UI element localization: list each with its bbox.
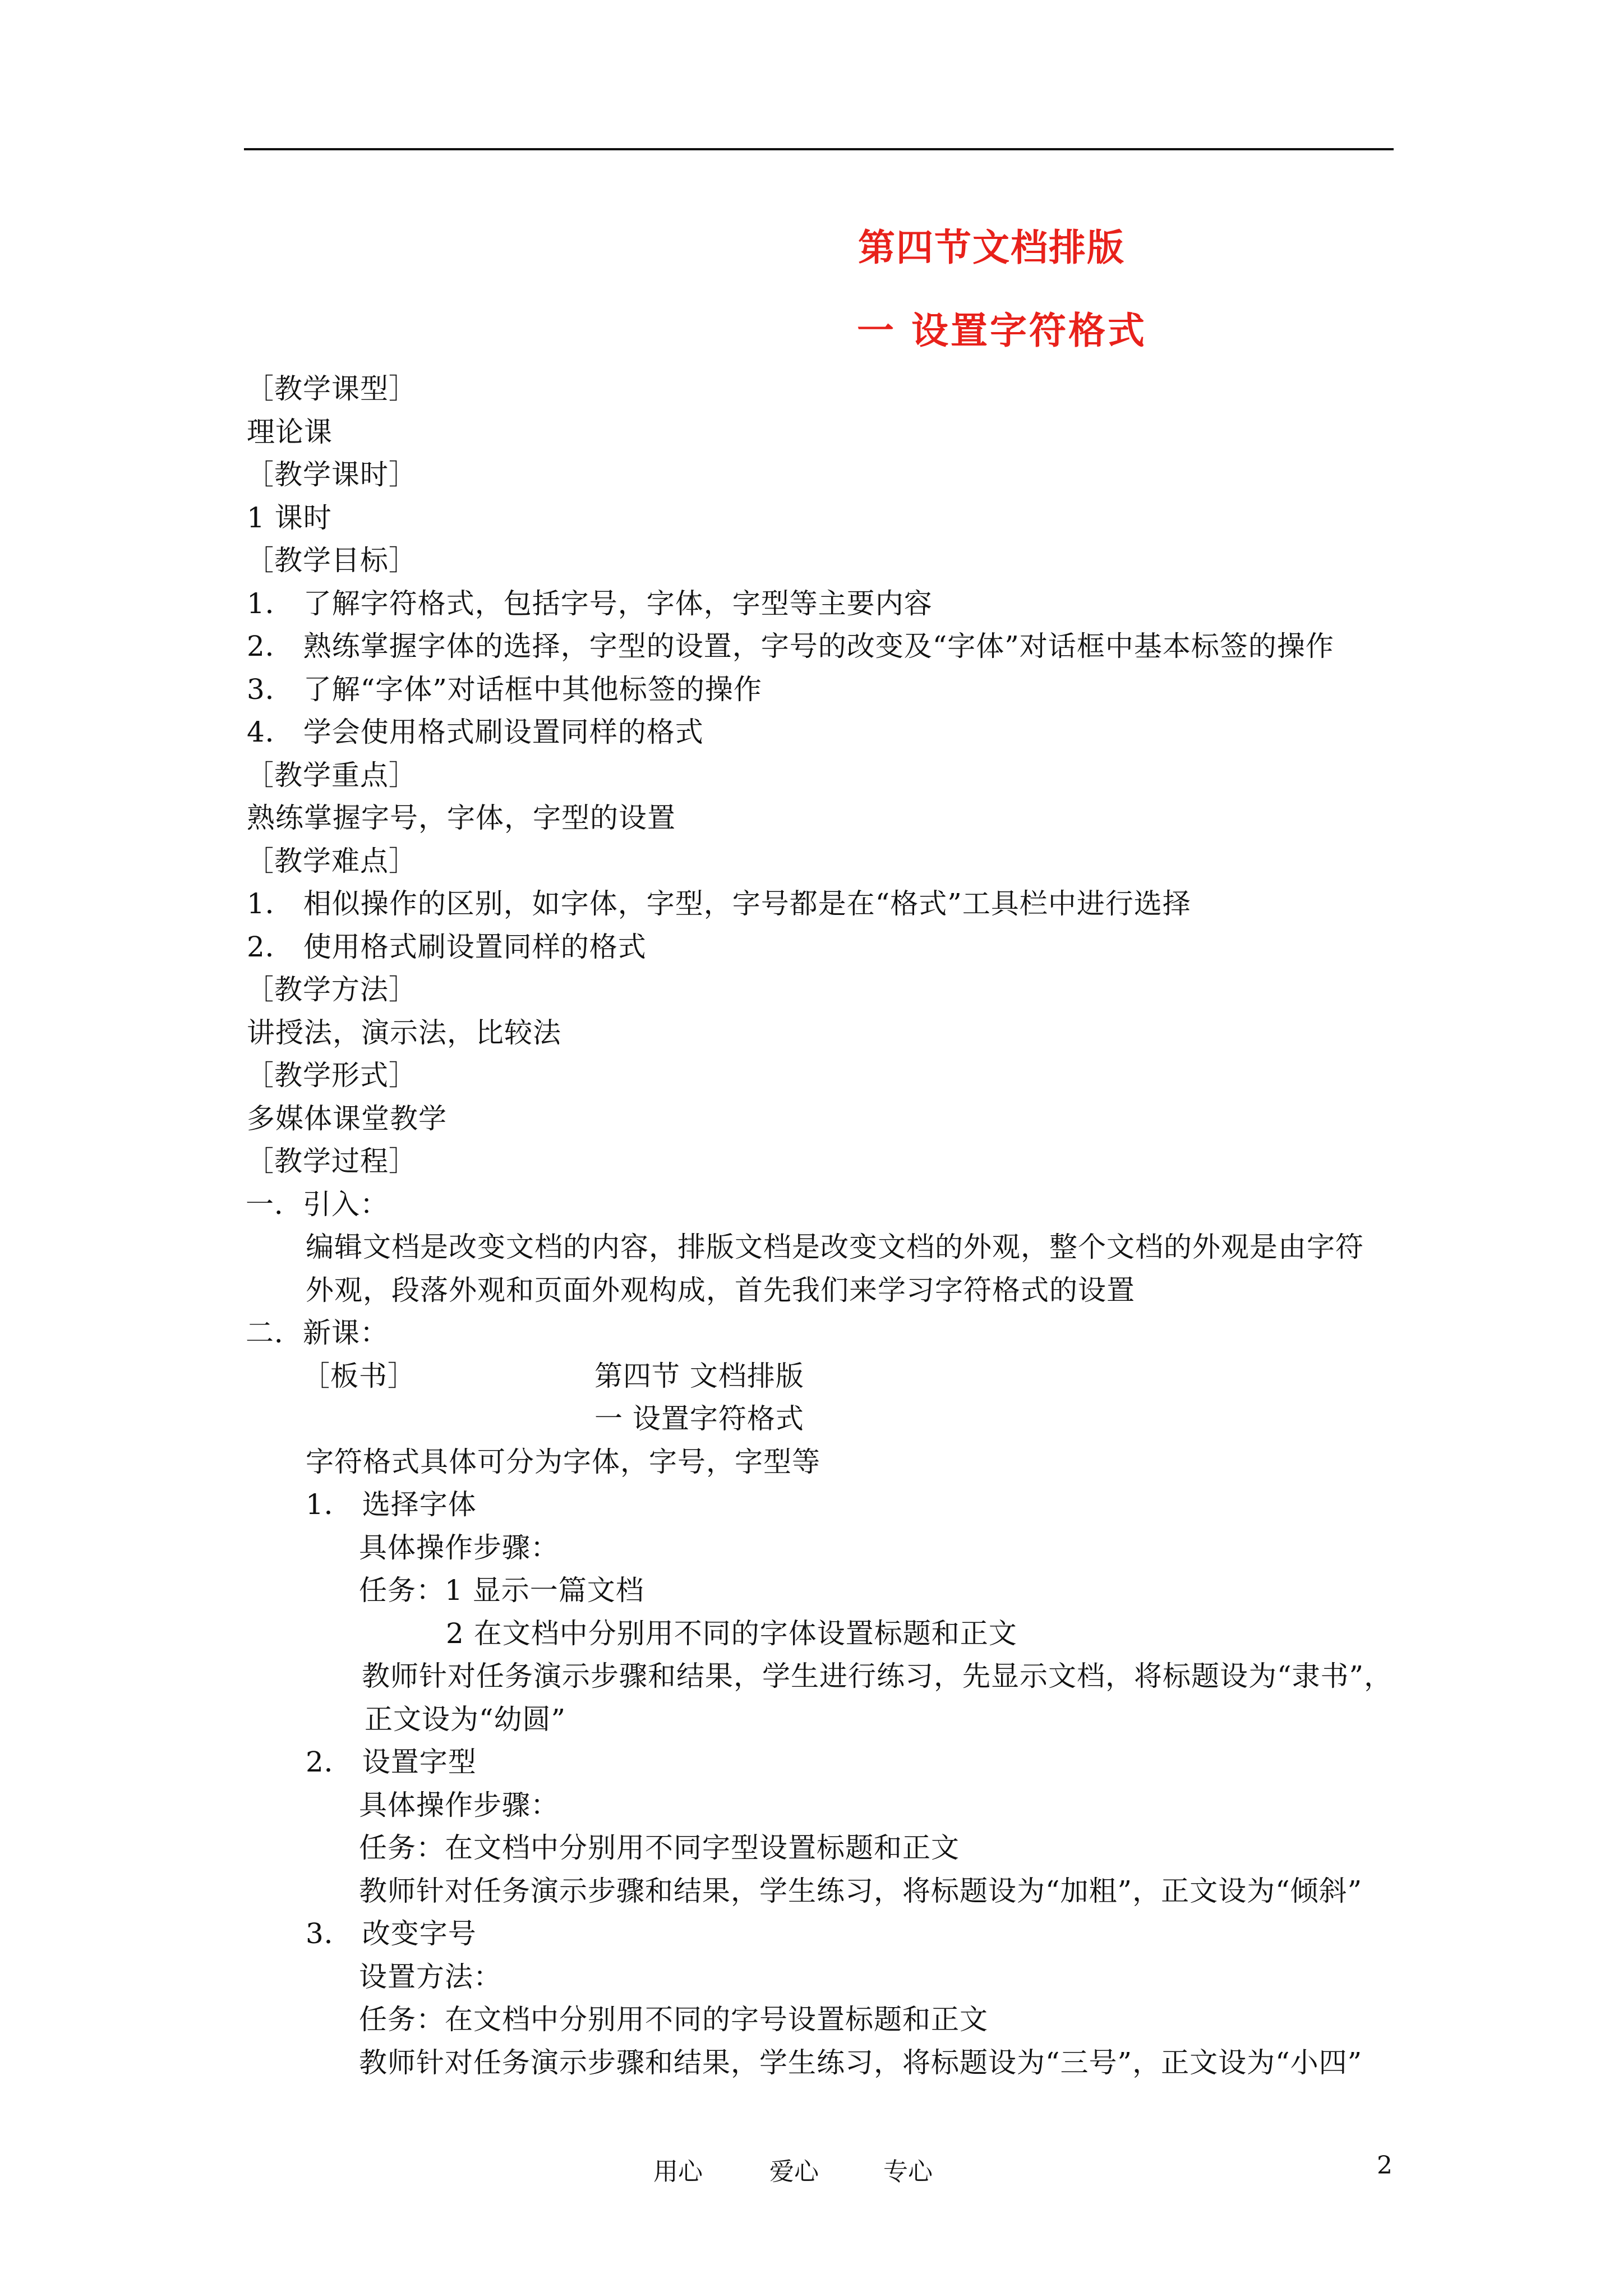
text-line: 讲授法，演示法，比较法 bbox=[247, 1016, 561, 1049]
text-line: 2 在文档中分别用不同的字体设置标题和正文 bbox=[446, 1617, 1017, 1650]
text-line: 3． 了解“字体”对话框中其他标签的操作 bbox=[247, 673, 762, 706]
header-rule bbox=[244, 148, 1394, 150]
text-line: 正文设为“幼圆” bbox=[365, 1703, 566, 1736]
text-line: ［教学形式］ bbox=[246, 1059, 417, 1092]
text-line: 1 课时 bbox=[247, 501, 332, 534]
text-line: 理论课 bbox=[247, 416, 333, 448]
text-line: 教师针对任务演示步骤和结果，学生练习，将标题设为“加粗”，正文设为“倾斜” bbox=[359, 1875, 1363, 1907]
text-line: 一．引入： bbox=[246, 1188, 389, 1221]
section-title: 一 设置字符格式 bbox=[857, 309, 1147, 352]
text-line: 熟练掌握字号，字体，字型的设置 bbox=[247, 802, 676, 834]
text-line: 字符格式具体可分为字体，字号，字型等 bbox=[306, 1446, 820, 1478]
text-line: ［板书］ bbox=[302, 1360, 416, 1392]
text-line: 具体操作步骤： bbox=[359, 1531, 559, 1564]
text-line: 2． 设置字型 bbox=[306, 1746, 477, 1778]
text-line: ［教学重点］ bbox=[246, 759, 417, 792]
text-line: ［教学过程］ bbox=[246, 1145, 417, 1177]
text-line: 二．新课： bbox=[246, 1317, 389, 1349]
text-line: 任务：在文档中分别用不同的字号设置标题和正文 bbox=[359, 2003, 988, 2036]
text-line: ［教学难点］ bbox=[246, 845, 417, 877]
text-line: ［教学方法］ bbox=[246, 973, 417, 1006]
text-line: 设置方法： bbox=[359, 1961, 502, 1993]
text-line: 3． 改变字号 bbox=[306, 1917, 477, 1950]
footer-motto-1: 用心 bbox=[653, 2157, 703, 2186]
text-line: 编辑文档是改变文档的内容，排版文档是改变文档的外观，整个文档的外观是由字符 bbox=[306, 1231, 1364, 1263]
text-line: 教师针对任务演示步骤和结果，学生练习，将标题设为“三号”，正文设为“小四” bbox=[359, 2046, 1363, 2079]
text-line: 任务：1 显示一篇文档 bbox=[359, 1574, 644, 1607]
text-line: 1． 选择字体 bbox=[306, 1488, 477, 1521]
text-line: 1． 相似操作的区别，如字体，字型，字号都是在“格式”工具栏中进行选择 bbox=[247, 887, 1191, 920]
text-line: ［教学课型］ bbox=[246, 372, 417, 405]
text-line: 教师针对任务演示步骤和结果，学生进行练习，先显示文档，将标题设为“隶书”， bbox=[362, 1660, 1393, 1692]
text-line: 具体操作步骤： bbox=[359, 1789, 559, 1821]
text-line: 2． 使用格式刷设置同样的格式 bbox=[247, 931, 647, 963]
document-title: 第四节文档排版 bbox=[858, 226, 1125, 269]
text-line: 任务：在文档中分别用不同字型设置标题和正文 bbox=[359, 1832, 960, 1864]
text-line: 第四节 文档排版 bbox=[594, 1360, 804, 1392]
text-line: ［教学课时］ bbox=[246, 458, 417, 491]
text-line: 一 设置字符格式 bbox=[594, 1402, 804, 1435]
text-line: 多媒体课堂教学 bbox=[247, 1102, 447, 1135]
footer-motto-2: 爱心 bbox=[769, 2157, 819, 2186]
text-line: ［教学目标］ bbox=[246, 544, 417, 577]
text-line: 外观，段落外观和页面外观构成，首先我们来学习字符格式的设置 bbox=[306, 1274, 1135, 1306]
text-line: 2． 熟练掌握字体的选择，字型的设置，字号的改变及“字体”对话框中基本标签的操作 bbox=[247, 630, 1334, 662]
text-line: 1． 了解字符格式，包括字号，字体，字型等主要内容 bbox=[247, 587, 933, 620]
text-line: 4． 学会使用格式刷设置同样的格式 bbox=[247, 716, 704, 748]
page-number: 2 bbox=[1377, 2151, 1393, 2180]
footer-motto-3: 专心 bbox=[883, 2157, 933, 2186]
